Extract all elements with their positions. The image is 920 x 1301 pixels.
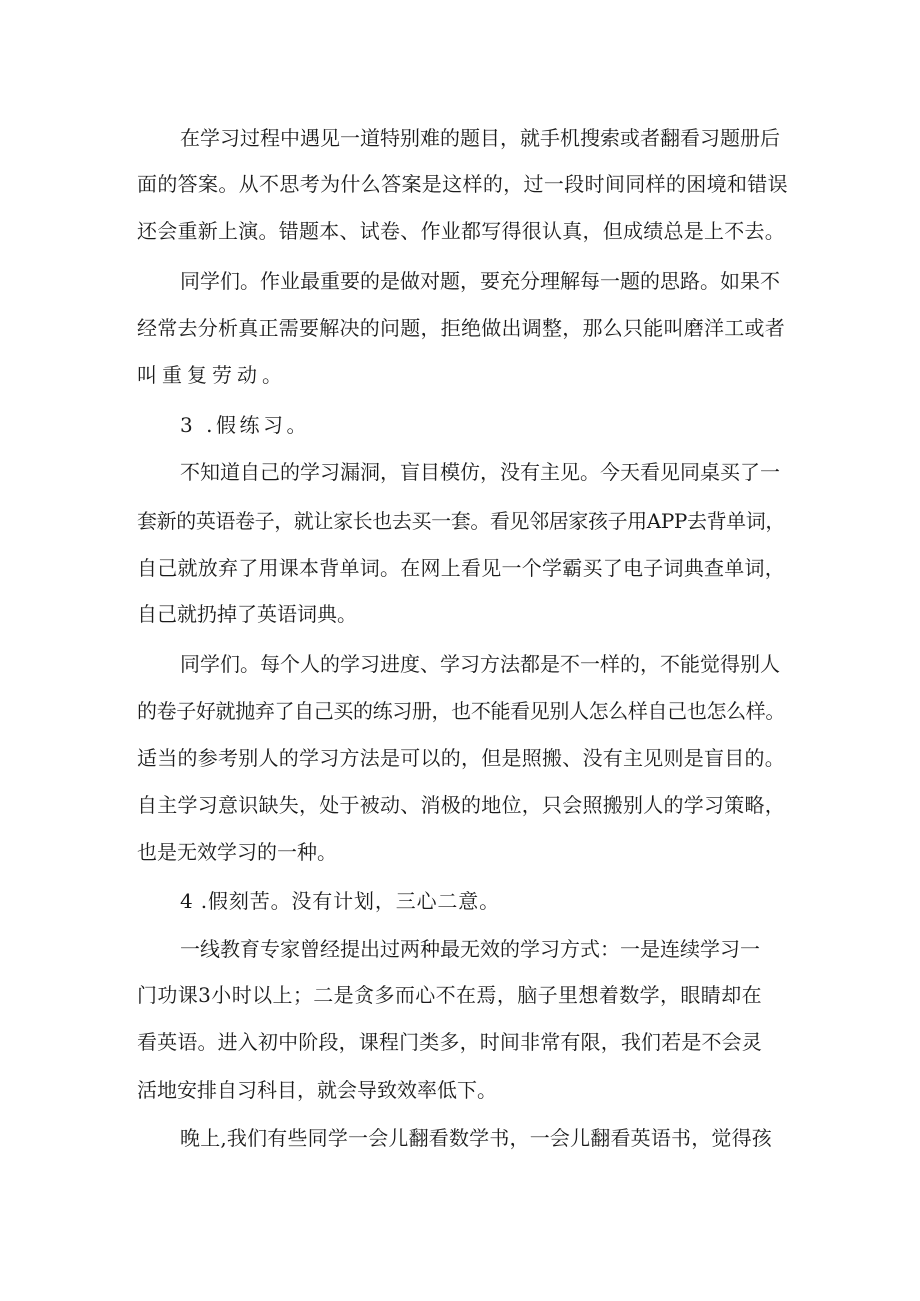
text-line: 活地安排自习科目，就会导致效率低下。 xyxy=(137,1078,497,1102)
section-heading: 4 .假刻苦。没有计划，三心二意。 xyxy=(180,889,500,913)
text-line: 看英语。进入初中阶段，课程门类多，时间非常有限，我们若是不会灵 xyxy=(137,1030,762,1054)
text-line: 晚上,我们有些同学一会儿翻看数学书，一会儿翻看英语书，觉得孩 xyxy=(180,1126,772,1150)
text-line: 经常去分析真正需要解决的问题，拒绝做出调整，那么只能叫磨洋工或者 xyxy=(137,316,785,340)
text-line: 在学习过程中遇见一道特别难的题目，就手机搜索或者翻看习题册后 xyxy=(180,126,780,150)
text-line: 门功课3小时以上；二是贪多而心不在焉，脑子里想着数学，眼睛却在 xyxy=(137,983,762,1007)
text-line: 自主学习意识缺失，处于被动、消极的地位，只会照搬别人的学习策略， xyxy=(137,793,785,817)
text-line: 同学们。每个人的学习进度、学习方法都是不一样的，不能觉得别人 xyxy=(180,652,780,676)
text-line: 也是无效学习的一种。 xyxy=(137,840,337,864)
text-line: 面的答案。从不思考为什么答案是这样的，过一段时间同样的困境和错误 xyxy=(137,172,788,196)
text-line: 自己就放弃了用课本背单词。在网上看见一个学霸买了电子词典查单词， xyxy=(137,556,785,580)
text-line: 的卷子好就抛弃了自己买的练习册，也不能看见别人怎么样自己也怎么样。 xyxy=(137,699,785,723)
text-line: 同学们。作业最重要的是做对题，要充分理解每一题的思路。如果不 xyxy=(180,269,780,293)
text-line: 自己就扔掉了英语词典。 xyxy=(137,602,357,626)
text-line: 一线教育专家曾经提出过两种最无效的学习方式：一是连续学习一 xyxy=(180,937,760,961)
text-line: 不知道自己的学习漏洞，盲目模仿，没有主见。今天看见同桌买了一 xyxy=(180,460,780,484)
text-line: 叫重复劳动。 xyxy=(137,363,287,387)
section-heading: 3 .假练习。 xyxy=(180,413,310,437)
text-line: 适当的参考别人的学习方法是可以的，但是照搬、没有主见则是盲目的。 xyxy=(137,746,785,770)
text-line: 套新的英语卷子，就让家长也去买一套。看见邻居家孩子用APP去背单词， xyxy=(137,509,785,533)
text-line: 还会重新上演。错题本、试卷、作业都写得很认真，但成绩总是上不去。 xyxy=(137,219,785,243)
